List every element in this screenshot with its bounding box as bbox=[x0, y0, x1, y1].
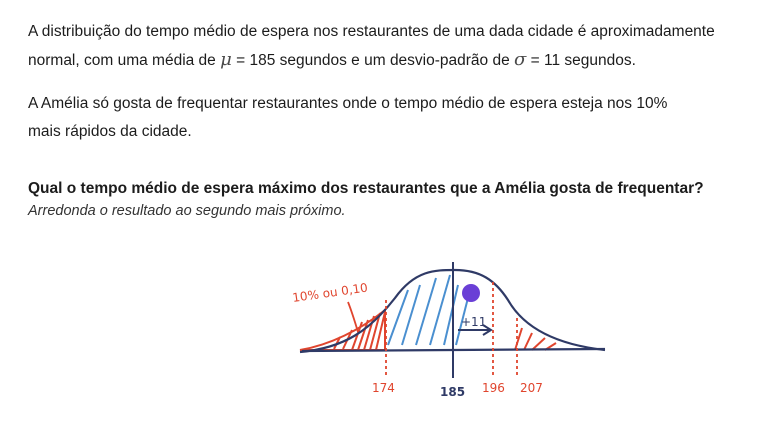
step-label: +11 bbox=[461, 315, 487, 329]
problem-paragraph-2-line-2: mais rápidos da cidade. bbox=[28, 123, 192, 140]
answer-dot bbox=[462, 284, 480, 302]
annotation-arrow bbox=[348, 302, 358, 332]
axis-label-207: 207 bbox=[520, 381, 543, 395]
mu-symbol: μ bbox=[220, 49, 232, 70]
percent-annotation: 10% ou 0,10 bbox=[291, 280, 369, 305]
axis-label-174: 174 bbox=[372, 381, 395, 395]
question-text: Qual o tempo médio de espera máximo dos restaurantes que a Amélia gosta de frequentar? bbox=[28, 180, 704, 197]
blue-hatching bbox=[388, 275, 470, 345]
sigma-symbol: σ bbox=[514, 49, 527, 70]
problem-line-2c: = 11 segundos. bbox=[526, 52, 636, 69]
problem-line-2a: normal, com uma média de bbox=[28, 52, 221, 69]
problem-paragraph-2-line-1: A Amélia só gosta de frequentar restaurantes onde o tempo médio de espera esteja nos 10% bbox=[28, 95, 668, 112]
axis-label-196: 196 bbox=[482, 381, 505, 395]
axis-label-185: 185 bbox=[440, 385, 466, 399]
right-tail-hatching bbox=[515, 328, 556, 350]
problem-line-2b: = 185 segundos e um desvio-padrão de bbox=[231, 52, 515, 69]
rounding-hint: Arredonda o resultado ao segundo mais próximo. bbox=[28, 203, 346, 219]
problem-line-1: A distribuição do tempo médio de espera nos restaurantes de uma dada cidade é aproximadamente bbox=[28, 23, 715, 40]
